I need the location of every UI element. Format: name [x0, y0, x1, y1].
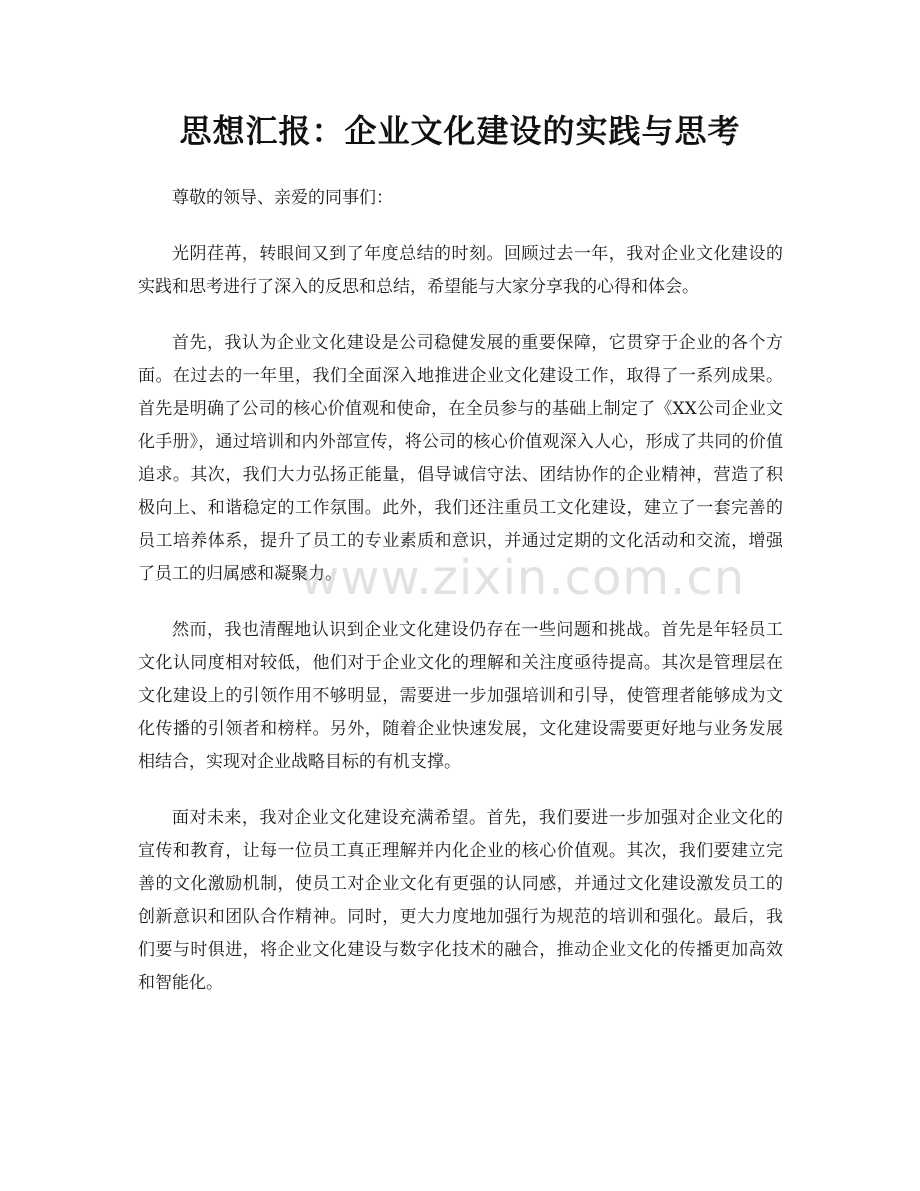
document-title: 思想汇报：企业文化建设的实践与思考	[179, 112, 741, 150]
paragraph-future: 面对未来，我对企业文化建设充满希望。首先，我们要进一步加强对企业文化的宣传和教育，让每一位员工真正理解并内化企业的核心价值观。其次，我们要建立完善的文化激励机制，使员工对企业文化有更强的认同感，并通过文化建设激发员工的创新意识和团队合作精神。同时，更大力度地加强行为规范的培训和强化。最后，我们要与时俱进，将企业文化建设与数字化技术的融合，推动企业文化的传播更加高效和智能化。	[138, 808, 783, 993]
document-body	[138, 182, 783, 1023]
paragraph-achievements: 首先，我认为企业文化建设是公司稳健发展的重要保障，它贯穿于企业的各个方面。在过去的一年里，我们全面深入地推进企业文化建设工作，取得了一系列成果。首先是明确了公司的核心价值观和使命，在全员参与的基础上制定了《XX公司企业文化手册》，通过培训和内外部宣传，将公司的核心价值观深入人心，形成了共同的价值追求。其次，我们大力弘扬正能量，倡导诚信守法、团结协作的企业精神，营造了积极向上、和谐稳定的工作氛围。此外，我们还注重员工文化建设，建立了一套完善的员工培养体系，提升了员工的专业素质和意识，并通过定期的文化活动和交流，增强了员工的归属感和凝聚力。	[138, 333, 783, 584]
paragraph-challenges: 然而，我也清醒地认识到企业文化建设仍存在一些问题和挑战。首先是年轻员工文化认同度相对较低，他们对于企业文化的理解和关注度亟待提高。其次是管理层在文化建设上的引领作用不够明显，需要进一步加强培训和引导，使管理者能够成为文化传播的引领者和榜样。另外，随着企业快速发展，文化建设需要更好地与业务发展相结合，实现对企业战略目标的有机支撑。	[138, 620, 783, 772]
salutation: 尊敬的领导、亲爱的同事们：	[172, 188, 393, 208]
watermark: www.zixin.com.cn	[300, 550, 746, 606]
paragraph-intro: 光阴荏苒，转眼间又到了年度总结的时刻。回顾过去一年，我对企业文化建设的实践和思考进行了深入的反思和总结，希望能与大家分享我的心得和体会。	[138, 244, 783, 297]
